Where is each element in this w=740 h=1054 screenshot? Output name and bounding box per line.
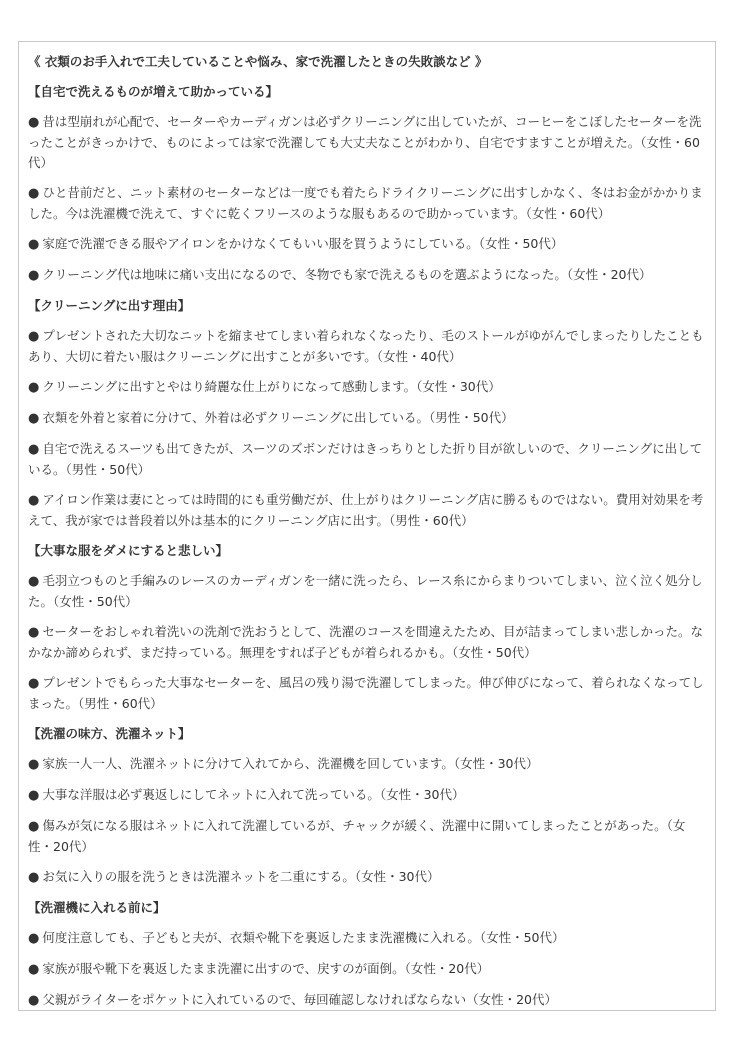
comment-item: ● 家族が服や靴下を裏返したまま洗濯に出すので、戻すのが面倒。（女性・20代） bbox=[28, 961, 490, 977]
comment-item: ● 昔は型崩れが心配で、セーターやカーディガンは必ずクリーニングに出していたが、コーヒーをこぼしたセーターを洗ったことがきっかけで、ものによっては家で洗濯しても大丈夫なことがわかり、自宅ですますことが増えた。（女性・60代） bbox=[28, 114, 702, 170]
section-heading: 【洗濯の味方、洗濯ネット】 bbox=[28, 726, 191, 741]
bullet-icon: ● bbox=[28, 757, 40, 772]
section-1 bbox=[28, 82, 706, 286]
section-2 bbox=[28, 296, 706, 531]
section-4 bbox=[28, 724, 706, 888]
comment-item: ● ひと昔前だと、ニット素材のセーターなどは一度でも着たらドライクリーニングに出すしかなく、冬はお金がかかりました。今は洗濯機で洗えて、すぐに乾くフリースのような服もあるので助かっています。（女性・60代） bbox=[28, 185, 703, 221]
section-heading: 【大事な服をダメにすると悲しい】 bbox=[28, 543, 229, 558]
bullet-icon: ● bbox=[28, 870, 40, 885]
section-heading: 【クリーニングに出す理由】 bbox=[28, 298, 191, 313]
comment-item: ● クリーニング代は地味に痛い支出になるので、冬物でも家で洗えるものを選ぶようになった。（女性・20代） bbox=[28, 267, 652, 283]
comment-item: ● プレゼントでもらった大事なセーターを、風呂の残り湯で洗濯してしまった。伸び伸びになって、着られなくなってしまった。（男性・60代） bbox=[28, 675, 704, 711]
bullet-icon: ● bbox=[28, 931, 40, 946]
bullet-icon: ● bbox=[28, 788, 40, 803]
comment-item: ● 衣類を外着と家着に分けて、外着は必ずクリーニングに出している。（男性・50代） bbox=[28, 410, 514, 426]
comment-item: ● プレゼントされた大切なニットを縮ませてしまい着られなくなったり、毛のストールがゆがんでしまったりしたこともあり、大切に着たい服はクリーニングに出すことが多いです。（女性・40代） bbox=[28, 328, 704, 364]
bullet-icon: ● bbox=[28, 625, 40, 640]
bullet-icon: ● bbox=[28, 962, 40, 977]
bullet-icon: ● bbox=[28, 329, 40, 344]
comment-item: ● クリーニングに出すとやはり綺麗な仕上がりになって感動します。（女性・30代） bbox=[28, 379, 501, 395]
page-title: 《 衣類のお手入れで工夫していることや悩み、家で洗濯したときの失敗談など 》 bbox=[28, 54, 488, 69]
comment-item: ● 傷みが気になる服はネットに入れて洗濯しているが、チャックが緩く、洗濯中に開いてしまったことがあった。（女性・20代） bbox=[28, 818, 686, 854]
bullet-icon: ● bbox=[28, 442, 40, 457]
comment-item: ● 自宅で洗えるスーツも出てきたが、スーツのズボンだけはきっちりとした折り目が欲しいので、クリーニングに出している。（男性・50代） bbox=[28, 441, 703, 477]
bullet-icon: ● bbox=[28, 493, 40, 508]
bullet-icon: ● bbox=[28, 676, 40, 691]
bullet-icon: ● bbox=[28, 819, 40, 834]
bullet-icon: ● bbox=[28, 237, 40, 252]
section-heading: 【洗濯機に入れる前に】 bbox=[28, 900, 166, 915]
section-3 bbox=[28, 541, 706, 714]
comment-item: ● 父親がライターをポケットに入れているので、毎回確認しなければならない（女性・20代） bbox=[28, 992, 558, 1008]
bullet-icon: ● bbox=[28, 411, 40, 426]
bullet-icon: ● bbox=[28, 186, 40, 201]
comment-item: ● アイロン作業は妻にとっては時間的にも重労働だが、仕上がりはクリーニング店に勝るものではない。費用対効果を考えて、我が家では普段着以外は基本的にクリーニング店に出す。（男性・60代） bbox=[28, 492, 704, 528]
section-5 bbox=[28, 898, 706, 1011]
bullet-icon: ● bbox=[28, 268, 40, 283]
comment-item: ● 大事な洋服は必ず裏返しにしてネットに入れて洗っている。（女性・30代） bbox=[28, 787, 465, 803]
survey-comments bbox=[28, 52, 706, 1021]
comment-item: ● お気に入りの服を洗うときは洗濯ネットを二重にする。（女性・30代） bbox=[28, 869, 440, 885]
bullet-icon: ● bbox=[28, 993, 40, 1008]
bullet-icon: ● bbox=[28, 574, 40, 589]
bullet-icon: ● bbox=[28, 115, 40, 130]
section-heading: 【自宅で洗えるものが増えて助かっている】 bbox=[28, 84, 279, 99]
comment-item: ● 何度注意しても、子どもと夫が、衣類や靴下を裏返したまま洗濯機に入れる。（女性・50代） bbox=[28, 930, 565, 946]
comment-item: ● セーターをおしゃれ着洗いの洗剤で洗おうとして、洗濯のコースを間違えたため、目が詰まってしまい悲しかった。なかなか諦められず、まだ持っている。無理をすれば子どもが着られるかも。（女性・50代） bbox=[28, 624, 703, 660]
comment-item: ● 家族一人一人、洗濯ネットに分けて入れてから、洗濯機を回しています。（女性・30代） bbox=[28, 756, 539, 772]
comment-item: ● 家庭で洗濯できる服やアイロンをかけなくてもいい服を買うようにしている。（女性・50代） bbox=[28, 236, 564, 252]
comment-item: ● 毛羽立つものと手編みのレースのカーディガンを一緒に洗ったら、レース糸にからまりついてしまい、泣く泣く処分した。（女性・50代） bbox=[28, 573, 703, 609]
bullet-icon: ● bbox=[28, 380, 40, 395]
